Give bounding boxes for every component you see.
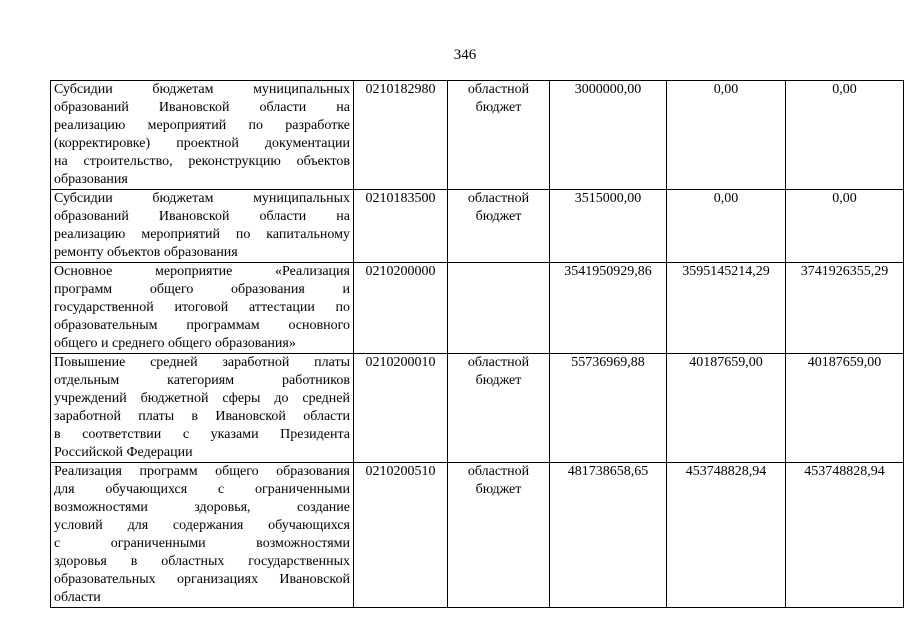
description-line: Реализация программ общего образования (54, 464, 350, 479)
funding-source-line: бюджет (475, 100, 522, 115)
row-code: 0210200010 (354, 354, 448, 463)
funding-source-line: бюджет (475, 209, 522, 224)
row-code: 0210183500 (354, 190, 448, 263)
description-line: образования (54, 172, 128, 187)
description-line: общего и среднего общего образования» (54, 336, 296, 351)
description-line: возможностями здоровья, создание (54, 500, 350, 515)
description-line: Субсидии бюджетам муниципальных (54, 82, 350, 97)
row-amount-2: 0,00 (667, 190, 786, 263)
description-line: реализацию мероприятий по разработке (54, 118, 350, 133)
table-row (51, 190, 904, 263)
description-line: Субсидии бюджетам муниципальных (54, 191, 350, 206)
row-amount-1: 3000000,00 (550, 81, 667, 190)
description-line: Российской Федерации (54, 445, 193, 460)
description-line: Повышение средней заработной платы (54, 355, 350, 370)
description-line: учреждений бюджетной сферы до средней (54, 391, 350, 406)
row-amount-3: 3741926355,29 (786, 263, 904, 354)
description-line: условий для содержания обучающихся (54, 518, 350, 533)
row-amount-2: 0,00 (667, 81, 786, 190)
row-code: 0210200000 (354, 263, 448, 354)
row-funding-source (448, 81, 550, 190)
row-funding-source (448, 354, 550, 463)
description-line: (корректировке) проектной документации (54, 136, 350, 151)
description-line: заработной платы в Ивановской области (54, 409, 350, 424)
funding-source-line: областной (467, 82, 530, 97)
row-funding-source (448, 263, 550, 354)
description-line: образовательным программам основного (54, 318, 350, 333)
row-description (51, 263, 354, 354)
table-row (51, 263, 904, 354)
row-description (51, 463, 354, 608)
description-line: с ограниченными возможностями (54, 536, 350, 551)
description-line: области (54, 590, 101, 605)
table-row (51, 81, 904, 190)
description-line: в соответствии с указами Президента (54, 427, 350, 442)
row-amount-2: 40187659,00 (667, 354, 786, 463)
funding-source-line: областной (467, 464, 530, 479)
description-line: здоровья в областных государственных (54, 554, 350, 569)
description-line: программ общего образования и (54, 282, 350, 297)
row-amount-3: 0,00 (786, 190, 904, 263)
funding-source-line: областной (467, 191, 530, 206)
row-amount-1: 3515000,00 (550, 190, 667, 263)
row-amount-3: 453748828,94 (786, 463, 904, 608)
description-line: образований Ивановской области на (54, 209, 350, 224)
page-number: 346 (453, 47, 477, 63)
row-amount-1: 3541950929,86 (550, 263, 667, 354)
row-funding-source (448, 190, 550, 263)
funding-source-line: бюджет (475, 482, 522, 497)
row-description (51, 354, 354, 463)
row-amount-3: 0,00 (786, 81, 904, 190)
funding-source-line: областной (467, 355, 530, 370)
row-description (51, 81, 354, 190)
description-line: для обучающихся с ограниченными (54, 482, 350, 497)
description-line: реализацию мероприятий по капитальному (54, 227, 350, 242)
row-funding-source (448, 463, 550, 608)
row-amount-2: 3595145214,29 (667, 263, 786, 354)
row-code: 0210200510 (354, 463, 448, 608)
row-code: 0210182980 (354, 81, 448, 190)
description-line: образовательных организациях Ивановской (54, 572, 350, 587)
description-line: отдельным категориям работников (54, 373, 350, 388)
description-line: государственной итоговой аттестации по (54, 300, 350, 315)
description-line: на строительство, реконструкцию объектов (54, 154, 350, 169)
table-row (51, 463, 904, 608)
row-description (51, 190, 354, 263)
row-amount-1: 55736969,88 (550, 354, 667, 463)
budget-table (50, 80, 904, 608)
row-amount-1: 481738658,65 (550, 463, 667, 608)
row-amount-3: 40187659,00 (786, 354, 904, 463)
table-row (51, 354, 904, 463)
description-line: образований Ивановской области на (54, 100, 350, 115)
description-line: Основное мероприятие «Реализация (54, 264, 350, 279)
description-line: ремонту объектов образования (54, 245, 238, 260)
row-amount-2: 453748828,94 (667, 463, 786, 608)
funding-source-line: бюджет (475, 373, 522, 388)
